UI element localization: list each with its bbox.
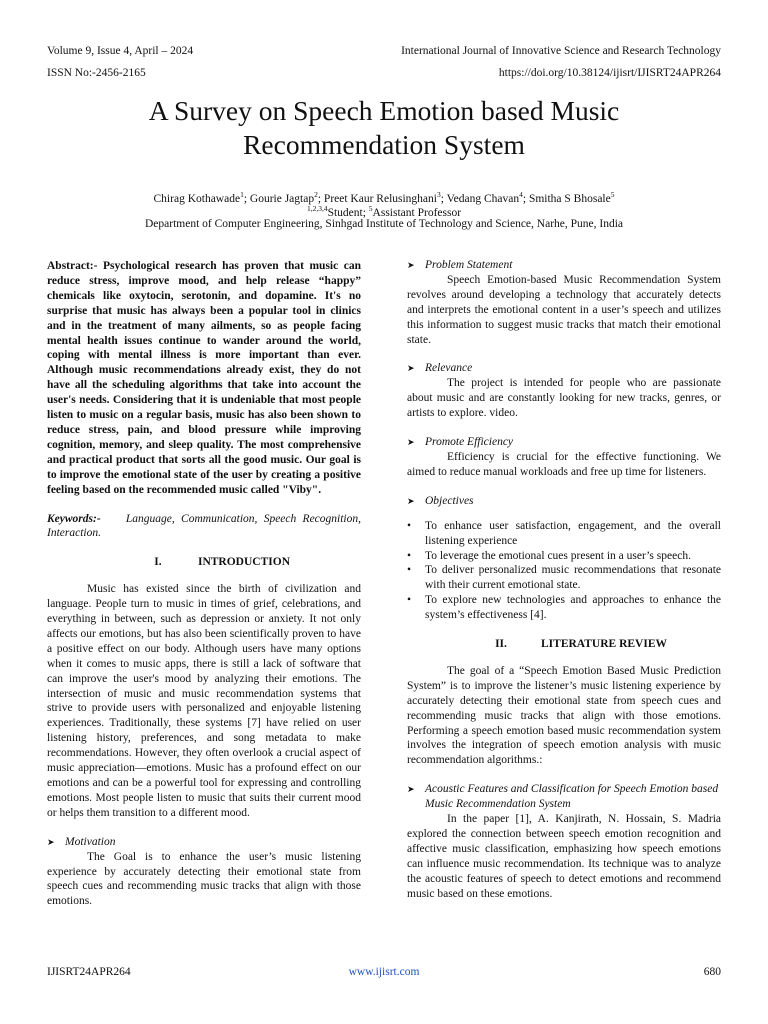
subheading-motivation: ➤ Motivation: [47, 835, 116, 848]
arrow-bullet-icon: ➤: [407, 784, 415, 795]
introduction-text: Music has existed since the birth of civilization and language. People turn to music in times of grief, celebrations, and everything in between, such as depression or anxiety. It not only affects our emotions, but has also been scientifically proven to have a positive effect on our body. Although users have many options when it comes to music apps, there is still a lack of software that can improve the user's mood by analyzing their emotions. The intersection of music and music recommendation systems that strive to provide users with personalized and enjoyable listening experiences. Traditionally, these systems [7] have relied on user listening history, preferences, and song metadata to make recommendations. However, they often overlook a crucial aspect of music appreciation—emotions. Music has a profound effect on our emotions and can be a powerful tool for expressing and controlling emotions. Most people listen to music that suits their current mood or helps them transition to a different mood.: [47, 583, 361, 819]
literature-review-text: The goal of a “Speech Emotion Based Music Prediction System” is to improve the listener’s music listening experience by accurately detecting their emotional state from speech cues and recommending music tracks that align with those emotions. Performing a speech emotion based music recommendation system involves the integration of speech emotion analysis with music recommendation algorithms.:: [407, 664, 721, 767]
problem-statement-text: Speech Emotion-based Music Recommendation System revolves around developing a technology that accurately detects and interprets the emotional content in a user’s speech and utilizes this information to suggest music tracks that match their emotional state.: [407, 273, 721, 346]
subheading-acoustic-features: ➤ Acoustic Features and Classification for Speech Emotion based Music Recommendation System: [407, 783, 719, 811]
list-item: • To explore new technologies and approaches to enhance the system’s effectiveness [4].: [407, 594, 721, 622]
right-column: [407, 258, 721, 902]
journal-name: International Journal of Innovative Science and Research Technology: [401, 45, 721, 57]
bullet-icon: •: [407, 519, 412, 532]
page-number: 680: [703, 966, 721, 978]
objectives-list: [407, 519, 721, 623]
section-heading-introduction: I. INTRODUCTION: [154, 556, 290, 569]
doi-link[interactable]: https://doi.org/10.38124/ijisrt/IJISRT24APR264: [498, 67, 721, 79]
website-link[interactable]: www.ijisrt.com: [348, 966, 420, 978]
author-name: Vedang Chavan: [446, 192, 520, 205]
list-item: • To leverage the emotional cues present in a user’s speech.: [407, 549, 691, 562]
author-name: Chirag Kothawade: [153, 192, 241, 205]
arrow-bullet-icon: ➤: [407, 495, 415, 506]
efficiency-text: Efficiency is crucial for the effective functioning. We aimed to reduce manual workloads and free up time for listeners.: [407, 450, 721, 478]
author-list: Chirag Kothawade$^1$; Gourie Jagtap$^2$; Preet Kaur Relusinghani$^3$; Vedang Chavan$^4$; Smitha S Bhosale$^5$: [153, 190, 615, 205]
abstract: Abstract:- Psychological research has proven that music can reduce stress, improve mood, and help release “happy” chemicals like oxytocin, serotonin, and dopamine. It's no surprise that music has always been a popular tool in clinics and in the treatment of many ailments, so as people facing mental health issues continue to wander around the world, coping with mental illness is more important than ever. Although music recommendations already exist, they do not have all the scheduling algorithms that take into account the user's needs. Considering that it is undeniable that most people listen to music on a regular basis, music has also been shown to reduce stress, pain, and blood pressure while improving cognition, memory, and sleep quality. The most comprehensive and practical product that sorts all the good music. Our goal is to improve the emotional state of the user by creating a positive feeling based on the recommended music called "Viby".: [47, 260, 361, 496]
affiliation: Department of Computer Engineering, Sinhgad Institute of Technology and Science, Narhe, Pune, India: [144, 218, 624, 230]
acoustic-features-text: In the paper [1], A. Kanjirath, N. Hossain, S. Madria explored the connection between speech emotion recognition and affective music classification, emphasizing how speech emotions can influence music recommendation. Its technique was to analyze the acoustic features of speech to detect emotions and recommend music based on these emotions.: [407, 813, 721, 900]
issn: ISSN No:-2456-2165: [47, 67, 146, 79]
motivation-text: The Goal is to enhance the user’s music listening experience by accurately detecting their emotional state from speech cues and recommending music tracks that align with those emotions.: [47, 850, 361, 908]
arrow-bullet-icon: ➤: [407, 363, 415, 374]
author-name: Preet Kaur Relusinghani: [323, 192, 437, 205]
subheading-promote-efficiency: ➤ Promote Efficiency: [407, 436, 514, 449]
subheading-relevance: ➤ Relevance: [407, 362, 473, 375]
left-column: [47, 259, 361, 909]
author-name: Smitha S Bhosale: [528, 192, 611, 205]
bullet-icon: •: [407, 564, 412, 577]
author-roles: $^{1,2,3,4}$Student; $^5$Assistant Professor: [306, 204, 462, 219]
list-item: • To deliver personalized music recommendations that resonate with their current emotional state.: [407, 564, 721, 592]
bullet-icon: •: [407, 594, 412, 607]
paper-title: A Survey on Speech Emotion based Music Recommendation System: [148, 95, 620, 160]
subheading-problem-statement: ➤ Problem Statement: [407, 259, 513, 271]
relevance-text: The project is intended for people who are passionate about music and are constantly looking for new tracks, genres, or artists to explore. video.: [407, 377, 721, 420]
arrow-bullet-icon: ➤: [407, 260, 415, 270]
section-heading-literature-review: II. LITERATURE REVIEW: [495, 638, 667, 651]
author-name: Gourie Jagtap: [249, 192, 315, 205]
subheading-objectives: ➤ Objectives: [407, 494, 474, 507]
paper-id: IJISRT24APR264: [47, 966, 131, 978]
arrow-bullet-icon: ➤: [47, 836, 55, 847]
bullet-icon: •: [407, 549, 412, 562]
keywords: Keywords:- Language, Communication, Speech Recognition, Interaction.: [47, 512, 361, 540]
arrow-bullet-icon: ➤: [407, 437, 415, 448]
volume-info: Volume 9, Issue 4, April – 2024: [47, 45, 194, 57]
list-item: • To enhance user satisfaction, engagement, and the overall listening experience: [407, 519, 721, 547]
